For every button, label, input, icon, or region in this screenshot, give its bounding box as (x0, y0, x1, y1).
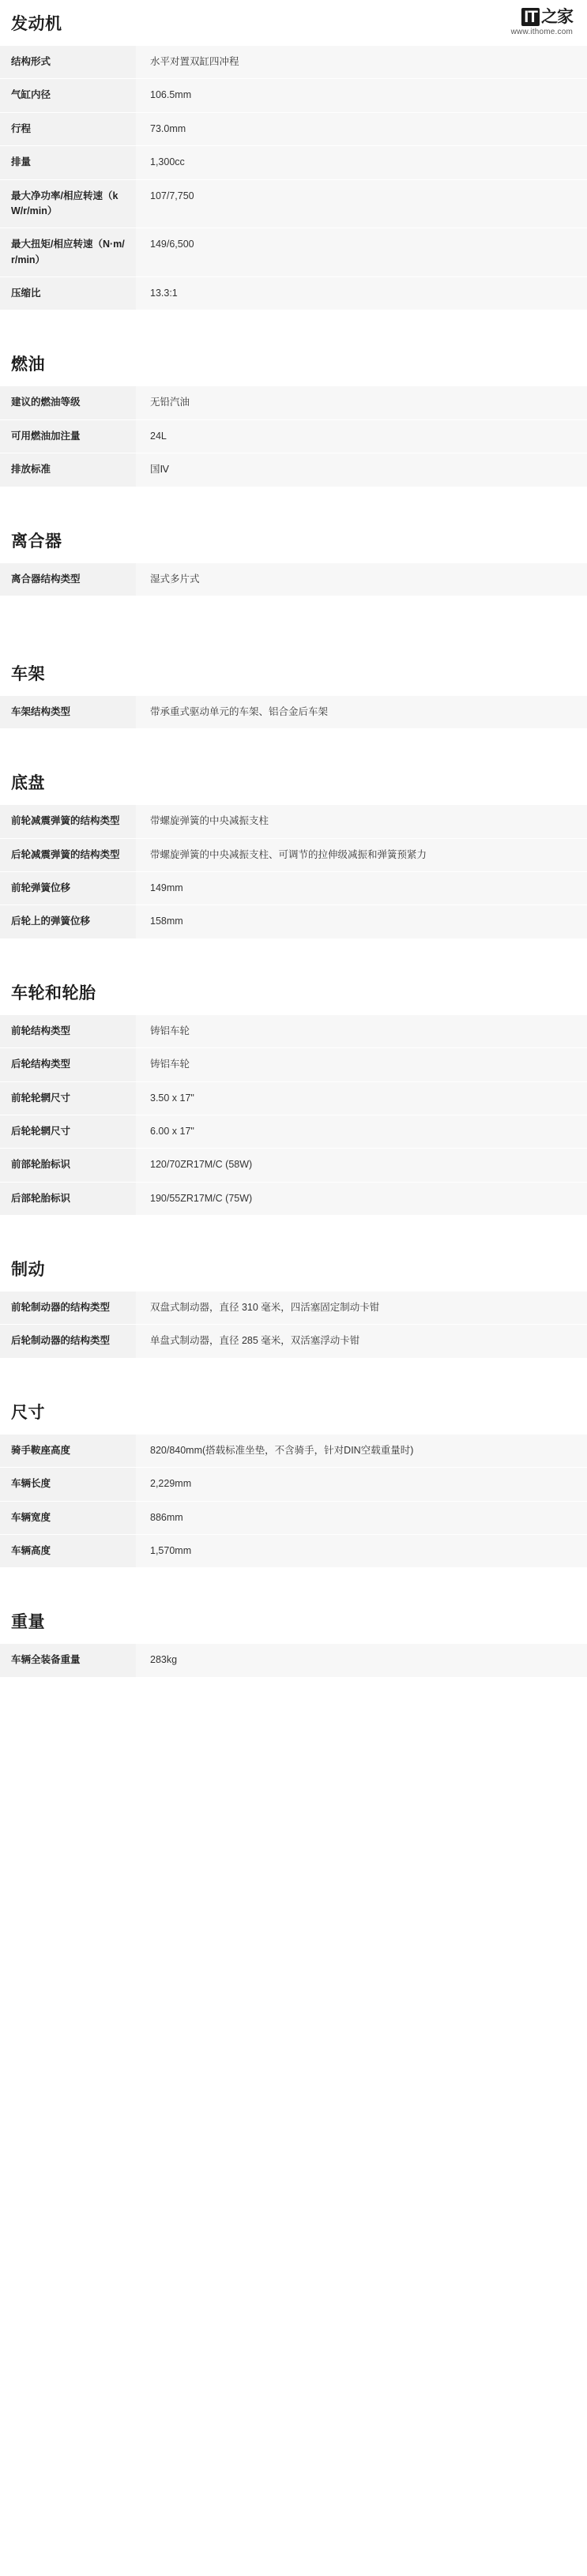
table-row (0, 1534, 587, 1567)
spacer (0, 1359, 587, 1400)
spec-value: 1,570mm (136, 1534, 587, 1567)
spec-key: 压缩比 (0, 277, 136, 310)
spec-key: 结构形式 (0, 46, 136, 79)
spec-value: 水平对置双缸四冲程 (136, 46, 587, 79)
spec-key: 可用燃油加注量 (0, 419, 136, 453)
spec-table (0, 1292, 587, 1359)
spec-value: 铸铝车轮 (136, 1015, 587, 1048)
spec-value: 106.5mm (136, 79, 587, 112)
spec-key: 车架结构类型 (0, 696, 136, 729)
table-row (0, 112, 587, 145)
spec-table (0, 805, 587, 939)
section-frame (0, 661, 587, 729)
spec-key: 后轮轮辋尺寸 (0, 1115, 136, 1148)
section-title: 重量 (11, 1613, 45, 1632)
table-row (0, 1115, 587, 1148)
site-logo-it: IT (521, 8, 540, 26)
site-logo-rest: 之家 (541, 8, 573, 26)
spec-key: 建议的燃油等级 (0, 386, 136, 419)
spec-table (0, 386, 587, 487)
table-row (0, 696, 587, 729)
spec-value: 国Ⅳ (136, 453, 587, 487)
section-weight (0, 1609, 587, 1677)
table-row (0, 453, 587, 487)
table-row (0, 872, 587, 905)
spec-key: 后轮制动器的结构类型 (0, 1325, 136, 1358)
section-title: 燃油 (11, 355, 45, 374)
section-title: 底盘 (11, 774, 45, 793)
spacer (0, 1568, 587, 1609)
spec-value: 6.00 x 17" (136, 1115, 587, 1148)
spec-key: 前轮减震弹簧的结构类型 (0, 805, 136, 838)
table-row (0, 1182, 587, 1215)
section-brakes (0, 1257, 587, 1359)
spec-table (0, 1015, 587, 1216)
spec-table (0, 1435, 587, 1569)
section-title: 车架 (11, 664, 45, 683)
table-row (0, 179, 587, 228)
section-engine (0, 0, 587, 310)
spec-value: 13.3:1 (136, 277, 587, 310)
table-row (0, 1325, 587, 1358)
site-logo (521, 8, 573, 26)
table-row (0, 805, 587, 838)
spec-key: 车辆长度 (0, 1468, 136, 1501)
spacer (0, 487, 587, 528)
table-row (0, 1435, 587, 1468)
spec-key: 前轮弹簧位移 (0, 872, 136, 905)
spec-table (0, 46, 587, 310)
spec-value: 886mm (136, 1501, 587, 1534)
spec-key: 最大扭矩/相应转速（N·m/r/min） (0, 228, 136, 277)
section-dimensions (0, 1400, 587, 1569)
spec-value: 3.50 x 17" (136, 1081, 587, 1115)
spec-value: 820/840mm(搭载标准坐垫，不含骑手，针对DIN空载重量时) (136, 1435, 587, 1468)
table-row (0, 1015, 587, 1048)
spec-table (0, 1644, 587, 1677)
spec-key: 行程 (0, 112, 136, 145)
spec-key: 后轮结构类型 (0, 1048, 136, 1081)
spacer (0, 729, 587, 770)
spec-key: 前部轮胎标识 (0, 1149, 136, 1182)
spec-table (0, 696, 587, 729)
section-chassis (0, 770, 587, 939)
table-row (0, 1048, 587, 1081)
spec-key: 骑手鞍座高度 (0, 1435, 136, 1468)
table-row (0, 1081, 587, 1115)
spec-value: 双盘式制动器，直径 310 毫米，四活塞固定制动卡钳 (136, 1292, 587, 1325)
spec-value: 2,229mm (136, 1468, 587, 1501)
spec-value: 283kg (136, 1644, 587, 1677)
spacer (0, 1216, 587, 1257)
spacer (0, 637, 587, 661)
spec-key: 车辆全装备重量 (0, 1644, 136, 1677)
spec-table (0, 563, 587, 596)
table-row (0, 228, 587, 277)
spec-key: 后部轮胎标识 (0, 1182, 136, 1215)
spec-key: 排放标准 (0, 453, 136, 487)
spec-key: 气缸内径 (0, 79, 136, 112)
table-row (0, 146, 587, 179)
table-row (0, 1292, 587, 1325)
spec-value: 149/6,500 (136, 228, 587, 277)
spec-key: 前轮结构类型 (0, 1015, 136, 1048)
spec-key: 车辆宽度 (0, 1501, 136, 1534)
table-row (0, 905, 587, 938)
spacer (0, 310, 587, 352)
table-row (0, 79, 587, 112)
table-row (0, 1468, 587, 1501)
table-row (0, 1149, 587, 1182)
section-title: 尺寸 (11, 1403, 45, 1422)
spec-value: 带螺旋弹簧的中央减振支柱、可调节的拉伸级减振和弹簧预紧力 (136, 838, 587, 871)
table-row (0, 1501, 587, 1534)
spec-key: 离合器结构类型 (0, 563, 136, 596)
spec-value: 24L (136, 419, 587, 453)
table-row (0, 277, 587, 310)
spec-value: 铸铝车轮 (136, 1048, 587, 1081)
table-row (0, 1644, 587, 1677)
spec-value: 湿式多片式 (136, 563, 587, 596)
spec-key: 车辆高度 (0, 1534, 136, 1567)
table-row (0, 419, 587, 453)
spec-value: 73.0mm (136, 112, 587, 145)
section-wheels-tires (0, 980, 587, 1216)
spec-value: 190/55ZR17M/C (75W) (136, 1182, 587, 1215)
spec-key: 后轮减震弹簧的结构类型 (0, 838, 136, 871)
spec-value: 带承重式驱动单元的车架、铝合金后车架 (136, 696, 587, 729)
spec-value: 120/70ZR17M/C (58W) (136, 1149, 587, 1182)
spec-value: 1,300cc (136, 146, 587, 179)
site-url: www.ithome.com (510, 28, 573, 37)
table-row (0, 563, 587, 596)
section-title: 离合器 (11, 532, 62, 551)
spec-value: 带螺旋弹簧的中央减振支柱 (136, 805, 587, 838)
spacer (0, 596, 587, 637)
table-row (0, 838, 587, 871)
spec-key: 前轮制动器的结构类型 (0, 1292, 136, 1325)
section-title: 制动 (11, 1261, 45, 1279)
spec-key: 最大净功率/相应转速（kW/r/min） (0, 179, 136, 228)
spec-value: 单盘式制动器，直径 285 毫米，双活塞浮动卡钳 (136, 1325, 587, 1358)
spec-value: 149mm (136, 872, 587, 905)
section-title: 车轮和轮胎 (11, 983, 96, 1002)
spec-value: 107/7,750 (136, 179, 587, 228)
section-fuel (0, 352, 587, 487)
table-row (0, 46, 587, 79)
site-watermark (511, 8, 573, 36)
section-title: 发动机 (11, 15, 62, 33)
spec-key: 前轮轮辋尺寸 (0, 1081, 136, 1115)
spec-value: 158mm (136, 905, 587, 938)
table-row (0, 386, 587, 419)
spec-key: 排量 (0, 146, 136, 179)
spacer (0, 939, 587, 980)
section-clutch (0, 528, 587, 596)
spec-value: 无铅汽油 (136, 386, 587, 419)
spec-key: 后轮上的弹簧位移 (0, 905, 136, 938)
